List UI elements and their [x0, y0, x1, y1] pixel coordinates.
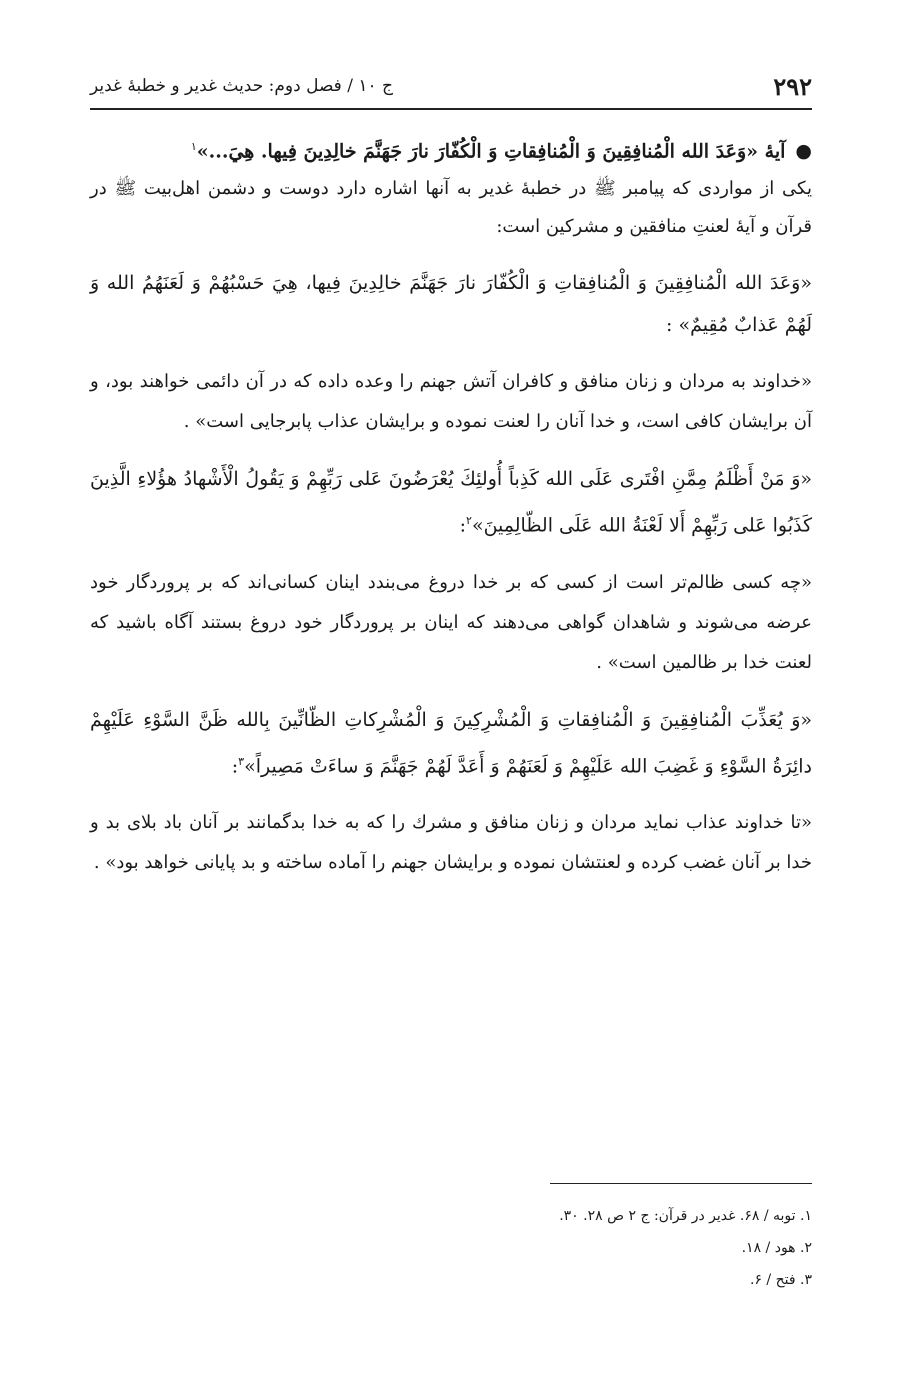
footnote-ref-3[interactable]: ۳: [238, 754, 245, 768]
translation-2: «چه كسى ظالم‌تر است از كسى كه بر خدا دروغ مى‌بندد اينان كسانى‌اند كه بر پروردگار خود عرضه مى‌شوند و شاهدان گواهى مى‌دهند كه اينان بر پروردگار خود دروغ بستند آگاه باشيد كه لعنت خدا بر ظالمين است» .: [90, 571, 812, 673]
footnote-1: ۱. توبه / ۶۸. غدير در قرآن: ج ۲ ص ۲۸. ۳۰.: [559, 1208, 812, 1224]
section-heading: [90, 128, 812, 170]
footnote-ref-1[interactable]: ۱: [190, 140, 197, 153]
quran-verse-3: «وَ يُعَذِّبَ الْمُنافِقِينَ وَ الْمُنافِقاتِ وَ الْمُشْرِكِينَ وَ الْمُشْرِكاتِ الظّانِّينَ بِالله ظَنَّ السَّوْءِ عَلَيْهِمْ دائِرَةُ السَّوْءِ وَ غَضِبَ الله عَلَيْهِمْ وَ لَعَنَهُمْ وَ أَعَدَّ لَهُمْ جَهَنَّمَ وَ ساءَتْ مَصِيراً»$^۳$:: [90, 708, 812, 777]
footnote-2: ۲. هود / ۱۸.: [741, 1240, 812, 1256]
translation-3: «تا خداوند عذاب نمايد مردان و زنان منافق و مشرك را كه به خدا بدگمانند بر آنان باد بلاى بد و خدا بر آنان غضب كرده و لعنتشان نموده و برايشان جهنم را آماده ساخته و بد پايانى خواهد بود» .: [90, 811, 812, 873]
main-content: [90, 128, 812, 883]
quran-verse-3-text: «وَ يُعَذِّبَ الْمُنافِقِينَ وَ الْمُنافِقاتِ وَ الْمُشْرِكِينَ وَ الْمُشْرِكاتِ الظّانِّينَ بِالله ظَنَّ السَّوْءِ عَلَيْهِمْ دائِرَةُ السَّوْءِ وَ غَضِبَ الله عَلَيْهِمْ وَ لَعَنَهُمْ وَ أَعَدَّ لَهُمْ جَهَنَّمَ وَ ساءَتْ مَصِيراً»: [90, 708, 812, 777]
footnote-3: ۳. فتح / ۶.: [750, 1272, 812, 1288]
footnote-divider: [550, 1183, 812, 1184]
footnote-ref-2[interactable]: ۲: [466, 514, 472, 528]
quran-verse-2: «وَ مَنْ أَظْلَمُ مِمَّنِ افْتَرى عَلَى الله كَذِباً أُولئِكَ يُعْرَضُونَ عَلى رَبِّهِمْ وَ يَقُولُ الْأَشْهادُ هؤُلاءِ الَّذِينَ كَذَبُوا عَلى رَبِّهِمْ أَلا لَعْنَةُ الله عَلَى الظّالِمِينَ»$^۲$:: [90, 468, 812, 537]
section-heading-text: آيهٔ «وَعَدَ الله الْمُنافِقِينَ وَ الْمُنافِقاتِ وَ الْكُفّارَ نارَ جَهَنَّمَ خالِدِينَ فِيها. هِيَ...»: [196, 140, 786, 163]
quran-verse-1-text: «وَعَدَ الله الْمُنافِقِينَ وَ الْمُنافِقاتِ وَ الْكُفّارَ نارَ جَهَنَّمَ خالِدِينَ فِيها، هِيَ حَسْبُهُمْ وَ لَعَنَهُمُ الله وَ لَهُمْ عَذابٌ مُقِيمٌ» :: [90, 272, 812, 337]
quran-verse-2-text: «وَ مَنْ أَظْلَمُ مِمَّنِ افْتَرى عَلَى الله كَذِباً أُولئِكَ يُعْرَضُونَ عَلى رَبِّهِمْ وَ يَقُولُ الْأَشْهادُ هؤُلاءِ الَّذِينَ كَذَبُوا عَلى رَبِّهِمْ أَلا لَعْنَةُ الله عَلَى الظّالِمِينَ»: [90, 468, 812, 537]
footnotes: [90, 1200, 812, 1296]
running-head: ج ۱۰ / فصل دوم: حديث غدير و خطبهٔ غدير: [90, 76, 394, 96]
intro-paragraph: يكى از مواردى كه پيامبر ﷺ در خطبهٔ غدير به آنها اشاره دارد دوست و دشمن اهل‌بيت ﷺ در قرآن و آيهٔ لعنتِ منافقين و مشركين است:: [90, 178, 812, 238]
page-header: [90, 64, 812, 110]
translation-1: «خداوند به مردان و زنان منافق و كافران آتش جهنم را وعده داده كه در آن دائمى خواهند بود، و آن برايشان كافى است، و خدا آنان را لعنت نموده و برايشان عذاب پابرجايى است» .: [90, 371, 812, 433]
quran-verse-1: [90, 262, 812, 346]
bullet-icon: ●: [795, 140, 812, 163]
page-number: ۲۹۲: [773, 71, 812, 101]
